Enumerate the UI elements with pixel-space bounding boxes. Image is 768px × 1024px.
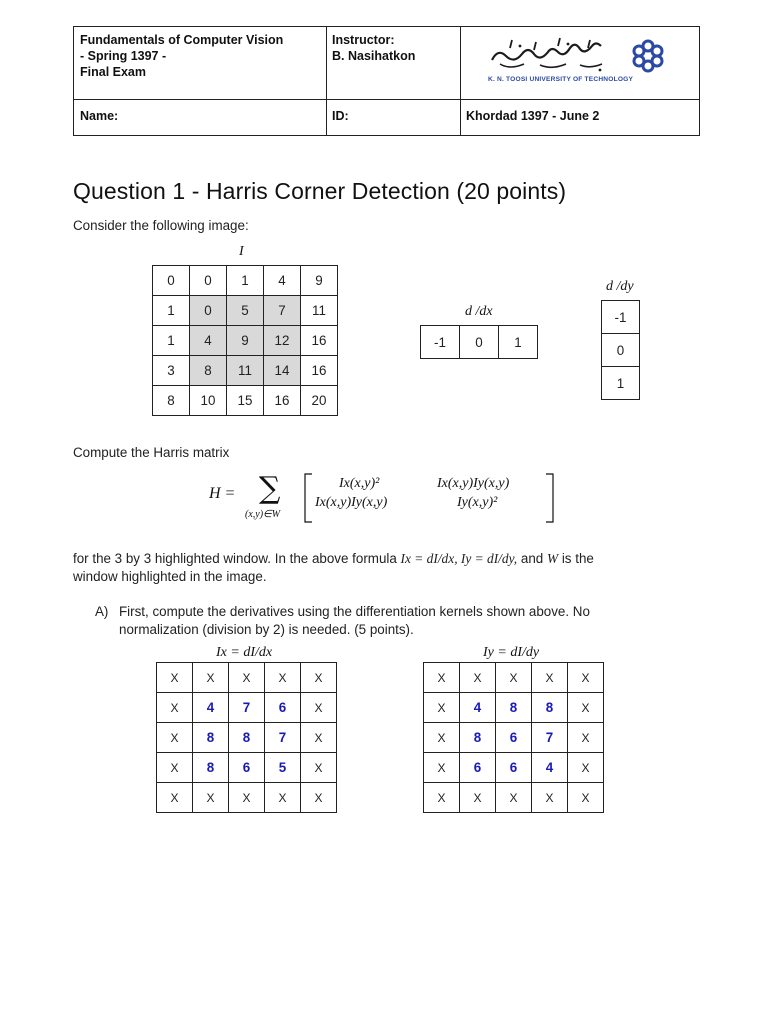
- image-matrix: [152, 265, 338, 416]
- matrix-row: [153, 356, 338, 386]
- matrix-cell: 1: [227, 266, 264, 296]
- matrix-cell: 8: [229, 723, 265, 753]
- matrix-cell: 5: [227, 296, 264, 326]
- matrix-cell: X: [301, 753, 337, 783]
- matrix-cell: 4: [190, 326, 227, 356]
- matrix-row: [157, 783, 337, 813]
- ddy-label: d /dy: [606, 279, 634, 294]
- matrix-cell: 0: [602, 334, 640, 367]
- matrix-cell: -1: [602, 301, 640, 334]
- university-emblem-icon: [470, 34, 675, 92]
- sum-subscript: (x,y)∈W: [245, 509, 281, 520]
- matrix-cell: X: [496, 783, 532, 813]
- iy-label: Iy = dI/dy: [483, 645, 540, 660]
- left-bracket-icon: [301, 472, 315, 524]
- matrix-cell: 11: [301, 296, 338, 326]
- matrix-cell: 4: [264, 266, 301, 296]
- matrix-cell: X: [301, 693, 337, 723]
- matrix-row: [424, 783, 604, 813]
- matrix-cell: X: [496, 663, 532, 693]
- matrix-cell: X: [193, 663, 229, 693]
- matrix-cell: 4: [460, 693, 496, 723]
- matrix-cell: X: [157, 783, 193, 813]
- matrix-row: [157, 723, 337, 753]
- matrix-row: [602, 301, 640, 334]
- matrix-cell: 7: [532, 723, 568, 753]
- matrix-cell: X: [568, 783, 604, 813]
- matrix-cell: 6: [265, 693, 301, 723]
- matrix-cell: 0: [153, 266, 190, 296]
- matrix-cell: 16: [301, 326, 338, 356]
- matrix-cell: 5: [265, 753, 301, 783]
- matrix-cell: X: [532, 783, 568, 813]
- matrix-cell: 0: [190, 296, 227, 326]
- matrix-cell: X: [568, 723, 604, 753]
- matrix-cell: 4: [532, 753, 568, 783]
- matrix-cell: 4: [193, 693, 229, 723]
- matrix-cell: 9: [301, 266, 338, 296]
- matrix-cell: 6: [496, 723, 532, 753]
- window-text-line2: window highlighted in the image.: [73, 569, 267, 584]
- course-title: Fundamentals of Computer Vision: [80, 33, 284, 47]
- matrix-cell: 9: [227, 326, 264, 356]
- matrix-cell: 1: [499, 326, 538, 359]
- matrix-cell: X: [424, 693, 460, 723]
- matrix-row: [424, 663, 604, 693]
- matrix-cell: 16: [301, 356, 338, 386]
- matrix-cell: X: [301, 723, 337, 753]
- ddy-kernel: [601, 300, 640, 400]
- matrix-cell: 6: [496, 753, 532, 783]
- id-label: ID:: [332, 109, 349, 123]
- matrix-row: [602, 367, 640, 400]
- compute-text: Compute the Harris matrix: [73, 445, 230, 460]
- matrix-cell: 8: [532, 693, 568, 723]
- matrix-cell: X: [157, 693, 193, 723]
- question-title: Question 1 - Harris Corner Detection (20 points): [73, 178, 567, 204]
- matrix-cell: X: [229, 783, 265, 813]
- sum-symbol: ∑: [259, 471, 281, 506]
- matrix-cell: 8: [193, 753, 229, 783]
- matrix-cell: X: [229, 663, 265, 693]
- matrix-cell: 8: [460, 723, 496, 753]
- matrix-cell: 15: [227, 386, 264, 416]
- matrix-cell: X: [424, 783, 460, 813]
- formula-lhs: H =: [209, 485, 236, 502]
- part-a-line2: normalization (division by 2) is needed. (5 points).: [119, 622, 414, 637]
- matrix-cell: 7: [229, 693, 265, 723]
- exam-type: Final Exam: [80, 65, 146, 79]
- exam-date: Khordad 1397 - June 2: [466, 109, 600, 123]
- ddx-kernel: [420, 325, 538, 359]
- right-bracket-icon: [543, 472, 557, 524]
- matrix-cell: 20: [301, 386, 338, 416]
- part-a-line1: First, compute the derivatives using the differentiation kernels shown above. No: [119, 604, 590, 619]
- matrix-row: [424, 723, 604, 753]
- harris-formula: [205, 470, 561, 528]
- matrix-row: [153, 296, 338, 326]
- matrix-cell: 0: [190, 266, 227, 296]
- matrix-cell: 0: [460, 326, 499, 359]
- matrix-cell: X: [301, 783, 337, 813]
- part-a-marker: A): [95, 604, 109, 619]
- matrix-cell: X: [568, 753, 604, 783]
- matrix-cell: X: [424, 663, 460, 693]
- matrix-row: [602, 334, 640, 367]
- matrix-cell: 3: [153, 356, 190, 386]
- matrix-m21: Ix(x,y)Iy(x,y): [315, 495, 388, 510]
- matrix-cell: 8: [193, 723, 229, 753]
- matrix-cell: 6: [229, 753, 265, 783]
- matrix-cell: X: [460, 663, 496, 693]
- matrix-cell: X: [193, 783, 229, 813]
- matrix-cell: X: [568, 693, 604, 723]
- matrix-cell: X: [265, 783, 301, 813]
- matrix-cell: X: [157, 663, 193, 693]
- ix-matrix: [156, 662, 337, 813]
- intro-text: Consider the following image:: [73, 218, 249, 233]
- matrix-cell: X: [568, 663, 604, 693]
- matrix-cell: 8: [153, 386, 190, 416]
- matrix-cell: X: [301, 663, 337, 693]
- matrix-cell: 7: [265, 723, 301, 753]
- matrix-m22: Iy(x,y)²: [457, 495, 498, 510]
- matrix-cell: 10: [190, 386, 227, 416]
- instructor-info: [326, 27, 460, 64]
- matrix-cell: 16: [264, 386, 301, 416]
- matrix-cell: 1: [602, 367, 640, 400]
- matrix-cell: 7: [264, 296, 301, 326]
- matrix-row: [421, 326, 538, 359]
- matrix-cell: 12: [264, 326, 301, 356]
- university-logo: [470, 34, 675, 92]
- matrix-row: [157, 693, 337, 723]
- matrix-row: [153, 266, 338, 296]
- matrix-cell: 1: [153, 326, 190, 356]
- iy-matrix: [423, 662, 604, 813]
- matrix-cell: X: [157, 723, 193, 753]
- university-name-text: K. N. TOOSI UNIVERSITY OF TECHNOLOGY: [488, 76, 634, 83]
- matrix-row: [424, 753, 604, 783]
- ix-label: Ix = dI/dx: [216, 645, 273, 660]
- course-info: [74, 27, 326, 80]
- matrix-m12: Ix(x,y)Iy(x,y): [437, 476, 510, 491]
- matrix-cell: -1: [421, 326, 460, 359]
- matrix-cell: X: [424, 753, 460, 783]
- course-term: - Spring 1397 -: [80, 49, 167, 63]
- matrix-cell: X: [532, 663, 568, 693]
- matrix-cell: 11: [227, 356, 264, 386]
- instructor-name: B. Nasihatkon: [332, 49, 416, 63]
- matrix-cell: X: [460, 783, 496, 813]
- matrix-cell: 6: [460, 753, 496, 783]
- matrix-cell: 8: [496, 693, 532, 723]
- matrix-row: [157, 753, 337, 783]
- matrix-m11: Ix(x,y)²: [339, 476, 380, 491]
- matrix-cell: 8: [190, 356, 227, 386]
- matrix-cell: X: [424, 723, 460, 753]
- name-label: Name:: [80, 109, 119, 123]
- matrix-row: [157, 663, 337, 693]
- matrix-cell: X: [265, 663, 301, 693]
- matrix-cell: 1: [153, 296, 190, 326]
- image-label: I: [239, 244, 244, 259]
- ddx-label: d /dx: [465, 304, 493, 319]
- matrix-cell: X: [157, 753, 193, 783]
- matrix-row: [153, 326, 338, 356]
- matrix-cell: 14: [264, 356, 301, 386]
- instructor-label: Instructor:: [332, 33, 395, 47]
- window-text-line1: for the 3 by 3 highlighted window. In the above formula Ix = dI/dx, Iy = dI/dy, and W is the: [73, 551, 594, 566]
- matrix-row: [153, 386, 338, 416]
- matrix-row: [424, 693, 604, 723]
